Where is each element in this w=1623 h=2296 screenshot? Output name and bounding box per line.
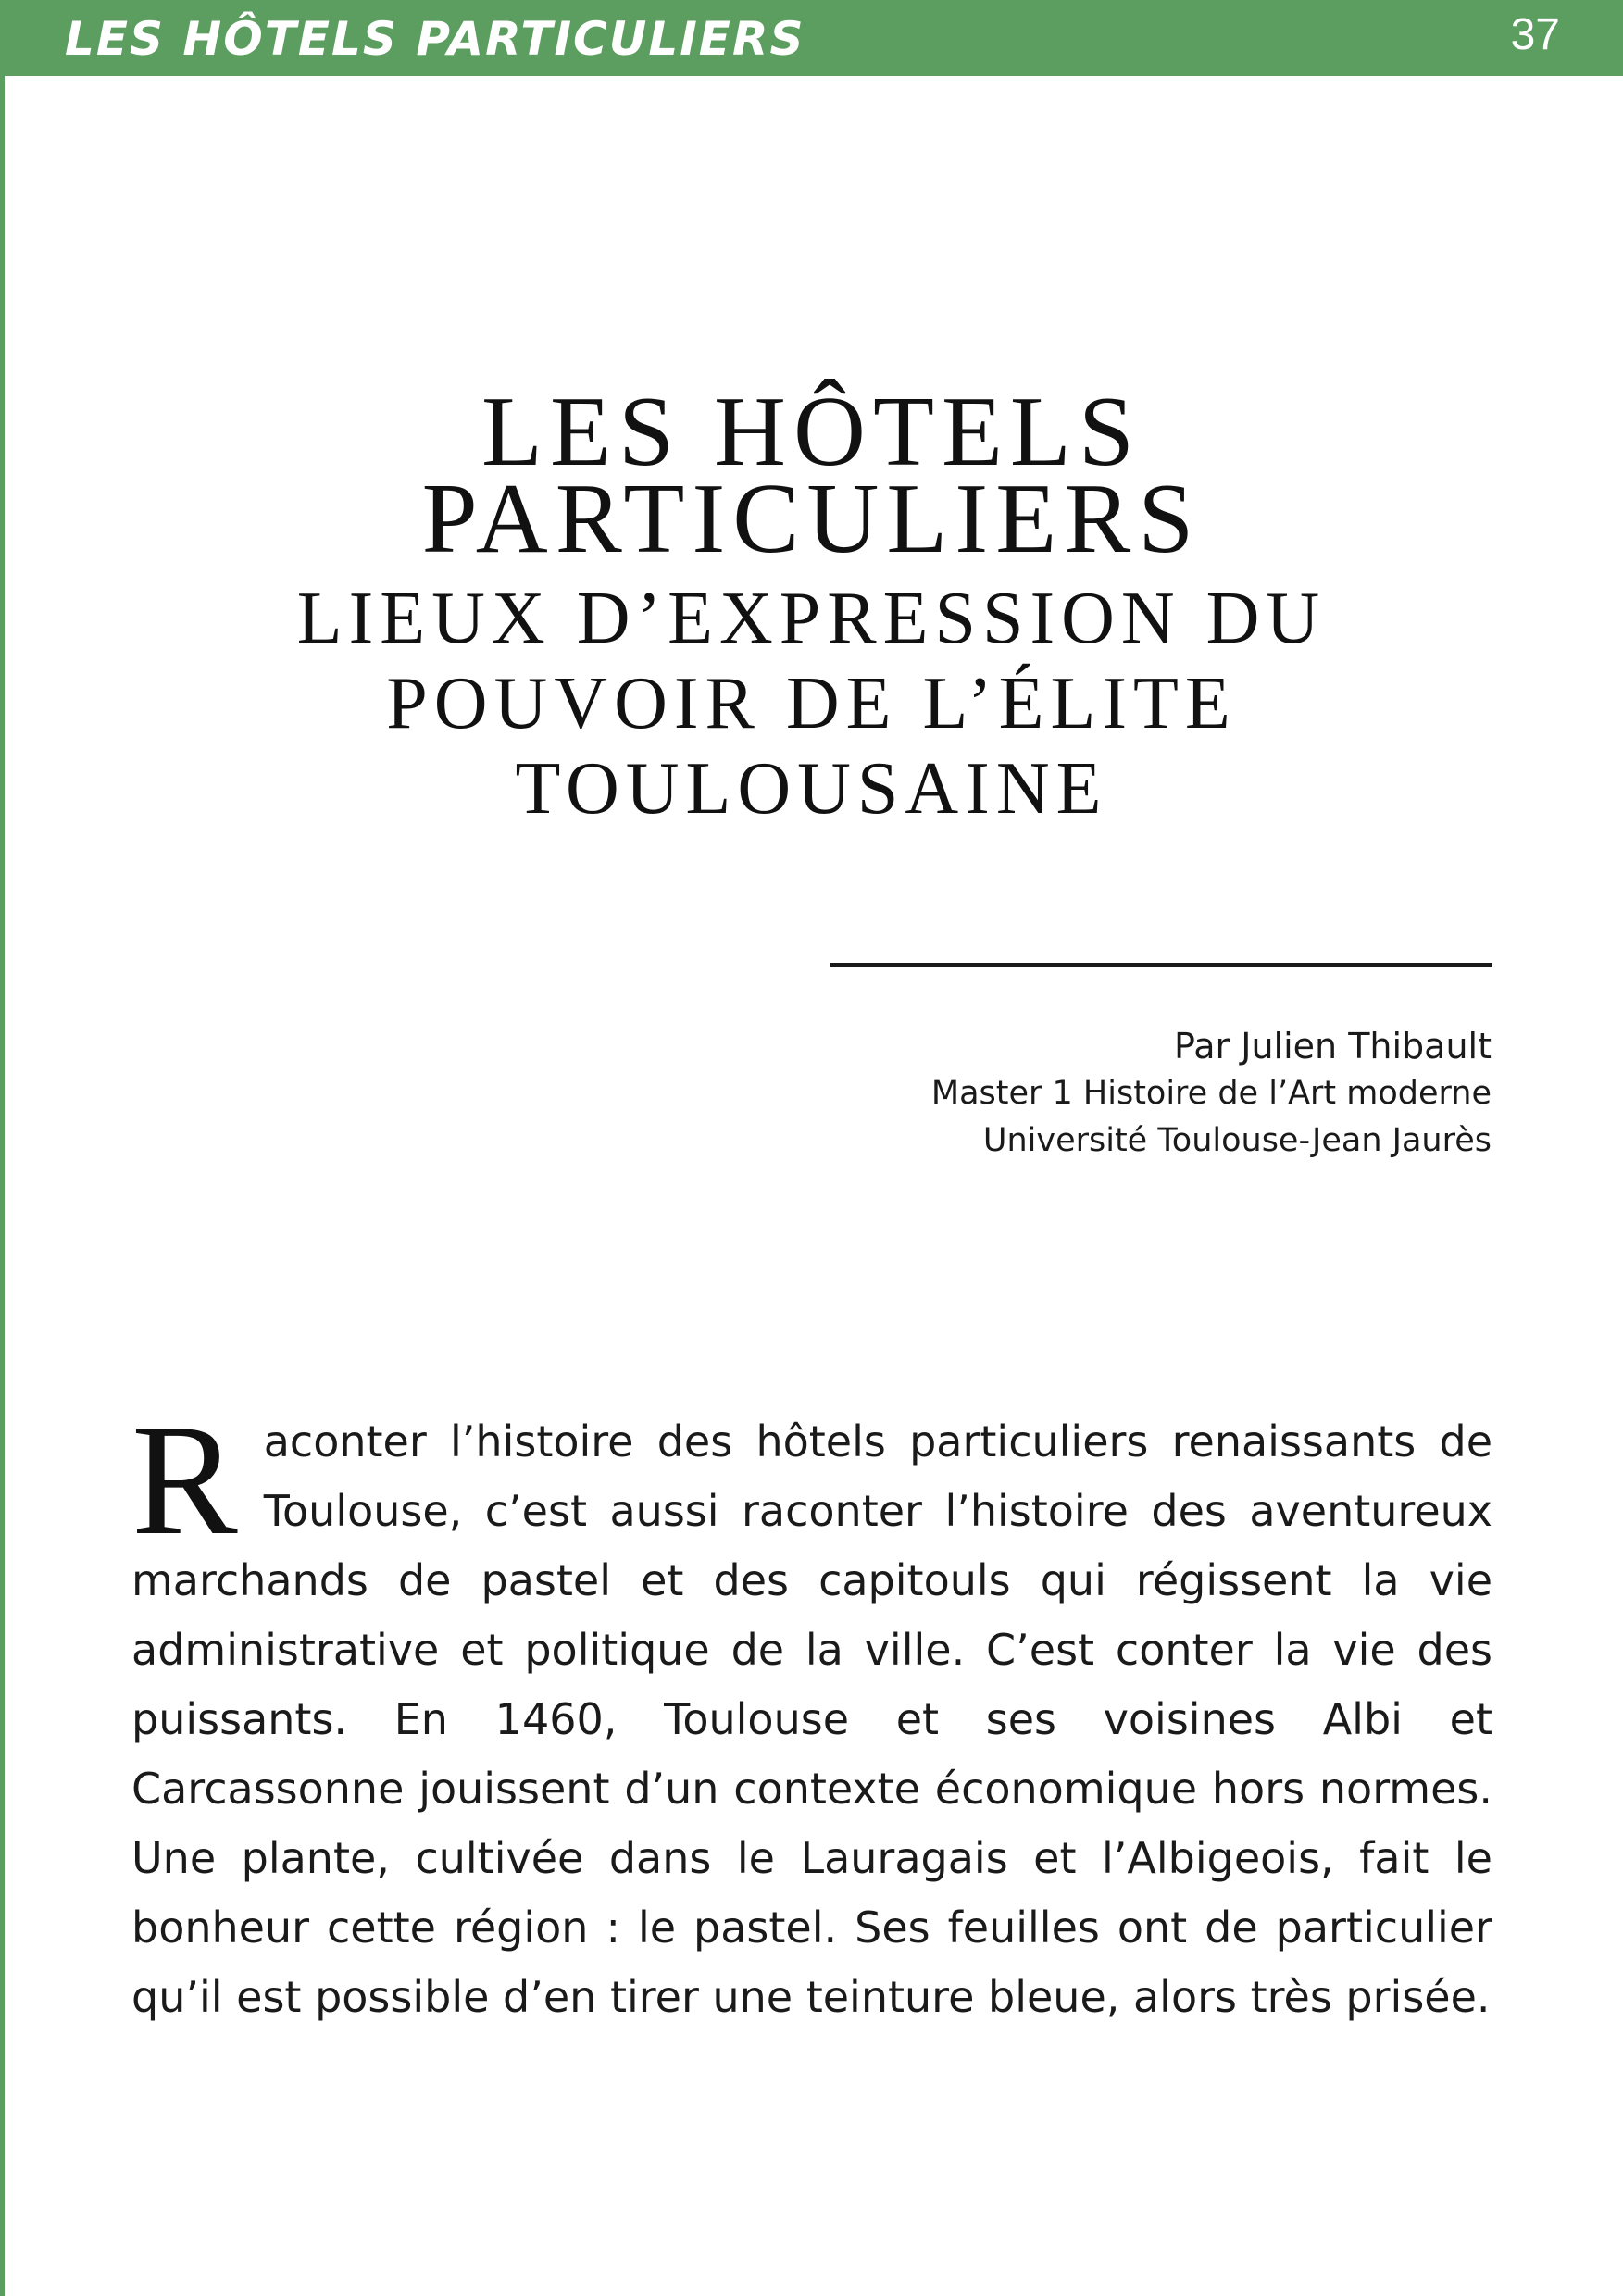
article-subtitle-line: POUVOIR DE L’ÉLITE [386, 663, 1237, 744]
body-paragraph [131, 1392, 1492, 2032]
article-title-line: PARTICULIERS [421, 464, 1202, 574]
left-margin-rule [0, 0, 5, 2296]
byline-degree: Master 1 Histoire de l’Art moderne [930, 1075, 1492, 1112]
title-block [0, 377, 1623, 831]
byline [931, 1023, 1492, 1165]
header-band [0, 0, 1623, 76]
article-title-line: LES HÔTELS [481, 377, 1142, 487]
byline-university: Université Toulouse-Jean Jaurès [982, 1122, 1492, 1159]
article-subtitle-line: LIEUX D’EXPRESSION DU [296, 578, 1327, 659]
article-subtitle [0, 576, 1623, 831]
article-subtitle-line: TOULOUSAINE [515, 748, 1108, 830]
byline-author: Par Julien Thibault [1174, 1026, 1492, 1067]
running-header-title: LES HÔTELS PARTICULIERS [65, 12, 805, 66]
article-title [0, 377, 1623, 574]
title-divider [830, 963, 1492, 967]
drop-cap: R [131, 1392, 238, 1568]
page-number: 37 [1510, 10, 1560, 59]
body-paragraph-text: aconter l’histoire des hôtels particuliers renaissants de Toulouse, c’est aussi raconter l’histoire des aventureux marchands de pastel et des capitouls qui régissent la vie administrative et politique de la ville. C’est conter la vie des puissants. En 1460, Toulouse et ses voisines Albi et Carcassonne jouissent d’un contexte économique hors normes. Une plante, cultivée dans le Lauragais et l’Albigeois, fait le bonheur cette région : le pastel. Ses feuilles ont de particulier qu’il est possible d’en tirer une teinture bleue, alors très prisée. [131, 1416, 1492, 2022]
